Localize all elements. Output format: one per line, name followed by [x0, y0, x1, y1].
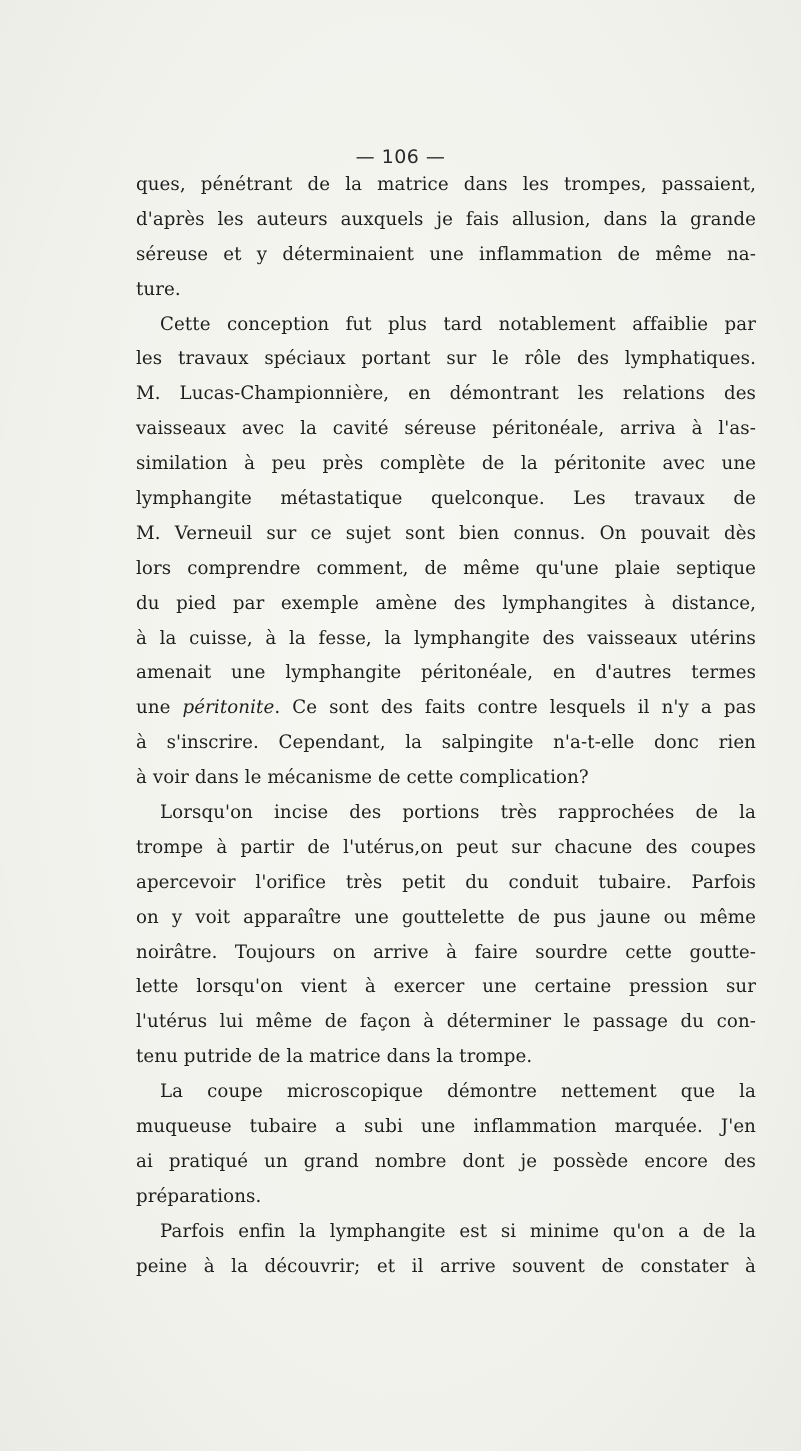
text-line: à s'inscrire. Cependant, la salpingite n'a-t-elle donc rien	[136, 732, 756, 754]
text-line: lymphangite métastatique quelconque. Les travaux de	[136, 488, 756, 510]
text-fragment: une	[136, 697, 183, 719]
text-line: peine à la découvrir; et il arrive souvent de constater à	[136, 1255, 756, 1277]
text-line: Cette conception fut plus tard notablement affaiblie par	[160, 313, 756, 335]
text-line: d'après les auteurs auxquels je fais allusion, dans la grande	[136, 208, 756, 230]
text-line: ture.	[136, 278, 181, 300]
text-line: apercevoir l'orifice très petit du conduit tubaire. Parfois	[136, 871, 756, 893]
italic-term: péritonite	[182, 697, 275, 719]
text-line: similation à peu près complète de la péritonite avec une	[136, 453, 756, 475]
text-line	[136, 691, 756, 726]
text-line: à la cuisse, à la fesse, la lymphangite des vaisseaux utérins	[136, 627, 756, 649]
text-line: du pied par exemple amène des lymphangites à distance,	[136, 592, 756, 614]
text-line: M. Verneuil sur ce sujet sont bien connus. On pouvait dès	[136, 522, 756, 544]
text-line: ques, pénétrant de la matrice dans les trompes, passaient,	[136, 174, 756, 195]
text-line: amenait une lymphangite péritonéale, en d'autres termes	[136, 662, 756, 684]
text-line: muqueuse tubaire a subi une inflammation marquée. J'en	[136, 1116, 756, 1138]
text-line: on y voit apparaître une gouttelette de pus jaune ou même	[136, 906, 756, 928]
text-line: l'utérus lui même de façon à déterminer le passage du con-	[136, 1011, 756, 1033]
text-line: trompe à partir de l'utérus,on peut sur chacune des coupes	[136, 836, 756, 858]
text-line: Parfois enfin la lymphangite est si minime qu'on a de la	[160, 1220, 756, 1242]
text-line: vaisseaux avec la cavité séreuse péritonéale, arriva à l'as-	[136, 418, 756, 440]
text-line: préparations.	[136, 1185, 262, 1207]
text-line: tenu putride de la matrice dans la trompe.	[136, 1046, 533, 1068]
text-line: M. Lucas-Championnière, en démontrant les relations des	[136, 383, 756, 405]
text-line: les travaux spéciaux portant sur le rôle des lymphatiques.	[136, 348, 756, 370]
text-line: ai pratiqué un grand nombre dont je possède encore des	[136, 1150, 756, 1172]
text-line: à voir dans le mécanisme de cette complication?	[136, 767, 589, 789]
page-number: — 106 —	[355, 146, 446, 168]
text-line: Lorsqu'on incise des portions très rapprochées de la	[160, 802, 756, 824]
text-line: séreuse et y déterminaient une inflammation de même na-	[136, 243, 756, 265]
text-line: La coupe microscopique démontre nettement que la	[160, 1081, 756, 1103]
text-fragment: . Ce sont des faits contre lesquels il n'y a pas	[274, 697, 756, 719]
text-line: noirâtre. Toujours on arrive à faire sourdre cette goutte-	[136, 941, 756, 963]
text-line: lette lorsqu'on vient à exercer une certaine pression sur	[136, 976, 756, 998]
body-text	[136, 168, 756, 1285]
text-line: lors comprendre comment, de même qu'une plaie septique	[136, 557, 756, 579]
